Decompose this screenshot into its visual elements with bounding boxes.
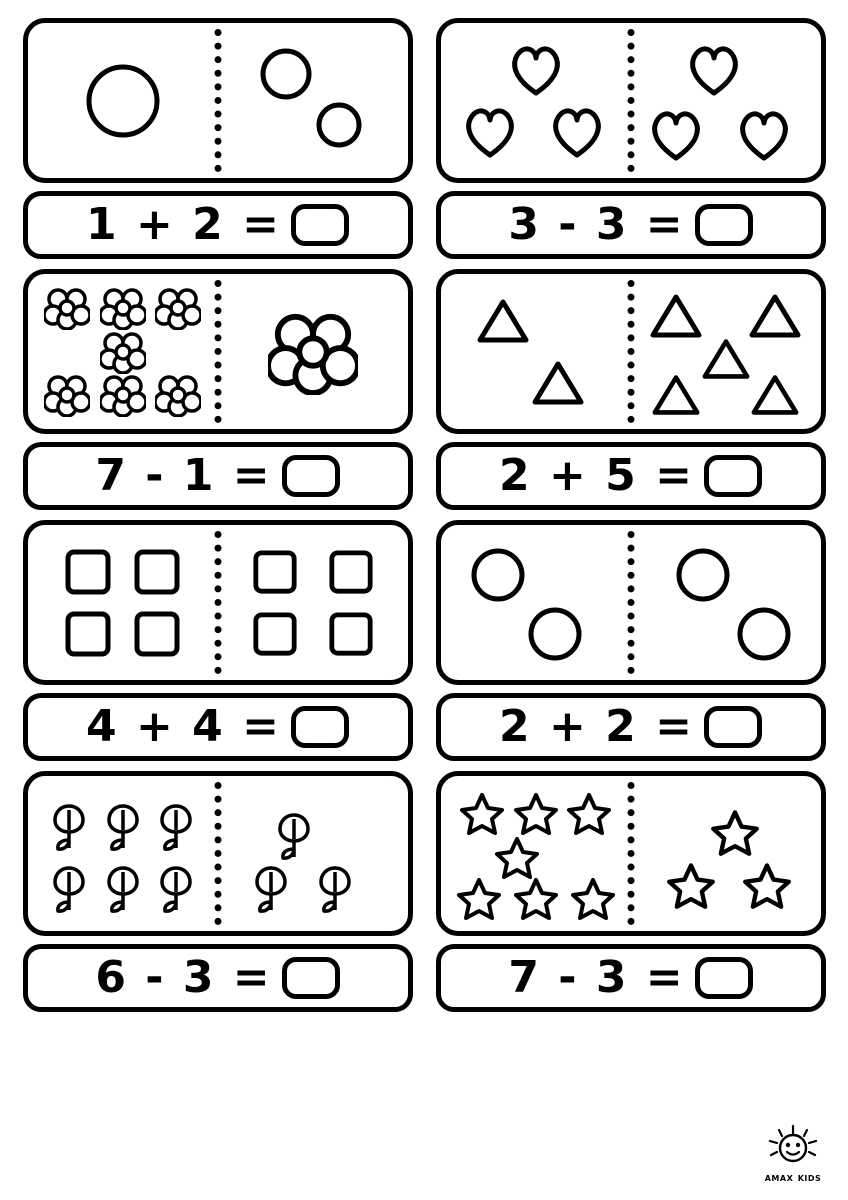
flower-shape [100,373,146,417]
star-shape [494,835,540,879]
equation-text: 1 + 2 = [86,199,281,250]
equation-text: 3 - 3 = [508,199,685,250]
picture-box-4 [436,269,826,434]
tulip-shape [272,809,316,861]
heart-shape [506,42,566,98]
heart-shape [646,107,706,163]
picture-half-right-1 [218,23,408,178]
answer-slot[interactable] [704,455,762,497]
problem-card-1 [18,18,417,259]
answer-slot[interactable] [282,455,340,497]
picture-box-2 [436,18,826,183]
flower-shape [100,286,146,330]
problem-card-8 [431,771,830,1012]
star-shape [710,808,760,856]
tulip-shape [249,862,293,914]
answer-slot[interactable] [695,957,753,999]
answer-slot[interactable] [291,204,349,246]
heart-shape [547,104,607,160]
picture-box-3 [23,269,413,434]
problem-card-7 [18,771,417,1012]
equation-text: 4 + 4 = [86,701,281,752]
amax-kids-logo [764,1124,822,1186]
triangle-shape [475,296,531,346]
logo-text-line1: AMAX [764,1174,794,1183]
tulip-shape [101,800,145,852]
square-shape [328,611,374,657]
circle-shape [736,606,792,662]
heart-shape [734,107,794,163]
picture-half-left-7 [28,776,218,931]
tulip-shape [154,862,198,914]
heart-shape [684,42,744,98]
star-shape [570,876,616,920]
equation-box-7 [23,944,413,1012]
triangle-shape [648,291,704,341]
picture-box-1 [23,18,413,183]
circle-shape [315,101,363,149]
equation-box-1 [23,191,413,259]
picture-half-right-6 [631,525,821,680]
circle-shape [259,47,313,101]
picture-box-6 [436,520,826,685]
tulip-shape [47,800,91,852]
triangle-shape [749,372,801,418]
answer-slot[interactable] [704,706,762,748]
equation-text: 2 + 5 = [499,450,694,501]
logo-text-line2: KIDS [797,1174,822,1183]
equation-text: 7 - 1 = [95,450,272,501]
heart-shape [460,104,520,160]
equation-box-4 [436,442,826,510]
square-shape [252,549,298,595]
picture-half-left-8 [441,776,631,931]
square-shape [133,610,181,658]
triangle-shape [700,336,752,382]
tulip-shape [154,800,198,852]
picture-box-5 [23,520,413,685]
flower-shape [268,309,358,395]
star-shape [513,876,559,920]
picture-half-right-8 [631,776,821,931]
circle-shape [470,547,526,603]
star-shape [666,861,716,909]
problem-card-2 [431,18,830,259]
flower-shape [155,286,201,330]
picture-half-left-2 [441,23,631,178]
equation-box-5 [23,693,413,761]
circle-shape [675,547,731,603]
equation-text: 6 - 3 = [95,952,272,1003]
problems-grid [18,18,830,1012]
tulip-shape [101,862,145,914]
flower-shape [155,373,201,417]
square-shape [64,610,112,658]
flower-shape [44,286,90,330]
equation-box-6 [436,693,826,761]
picture-half-left-1 [28,23,218,178]
square-shape [133,548,181,596]
star-shape [566,791,612,835]
triangle-shape [530,358,586,408]
picture-half-right-7 [218,776,408,931]
tulip-shape [313,862,357,914]
picture-box-7 [23,771,413,936]
square-shape [252,611,298,657]
picture-half-right-5 [218,525,408,680]
tulip-shape [47,862,91,914]
picture-half-left-5 [28,525,218,680]
star-shape [459,791,505,835]
flower-shape [44,373,90,417]
equation-box-2 [436,191,826,259]
square-shape [328,549,374,595]
equation-box-8 [436,944,826,1012]
picture-half-left-6 [441,525,631,680]
square-shape [64,548,112,596]
problem-card-5 [18,520,417,761]
picture-half-right-3 [218,274,408,429]
answer-slot[interactable] [695,204,753,246]
triangle-shape [650,372,702,418]
picture-box-8 [436,771,826,936]
answer-slot[interactable] [282,957,340,999]
triangle-shape [747,291,803,341]
equation-text: 7 - 3 = [508,952,685,1003]
equation-text: 2 + 2 = [499,701,694,752]
problem-card-4 [431,269,830,510]
problem-card-6 [431,520,830,761]
picture-half-left-3 [28,274,218,429]
answer-slot[interactable] [291,706,349,748]
star-shape [742,861,792,909]
circle-shape [527,606,583,662]
circle-shape [85,63,161,139]
star-shape [456,876,502,920]
star-shape [513,791,559,835]
picture-half-right-2 [631,23,821,178]
picture-half-left-4 [441,274,631,429]
equation-box-3 [23,442,413,510]
flower-shape [100,330,146,374]
picture-half-right-4 [631,274,821,429]
problem-card-3 [18,269,417,510]
sun-face-icon [764,1124,822,1168]
